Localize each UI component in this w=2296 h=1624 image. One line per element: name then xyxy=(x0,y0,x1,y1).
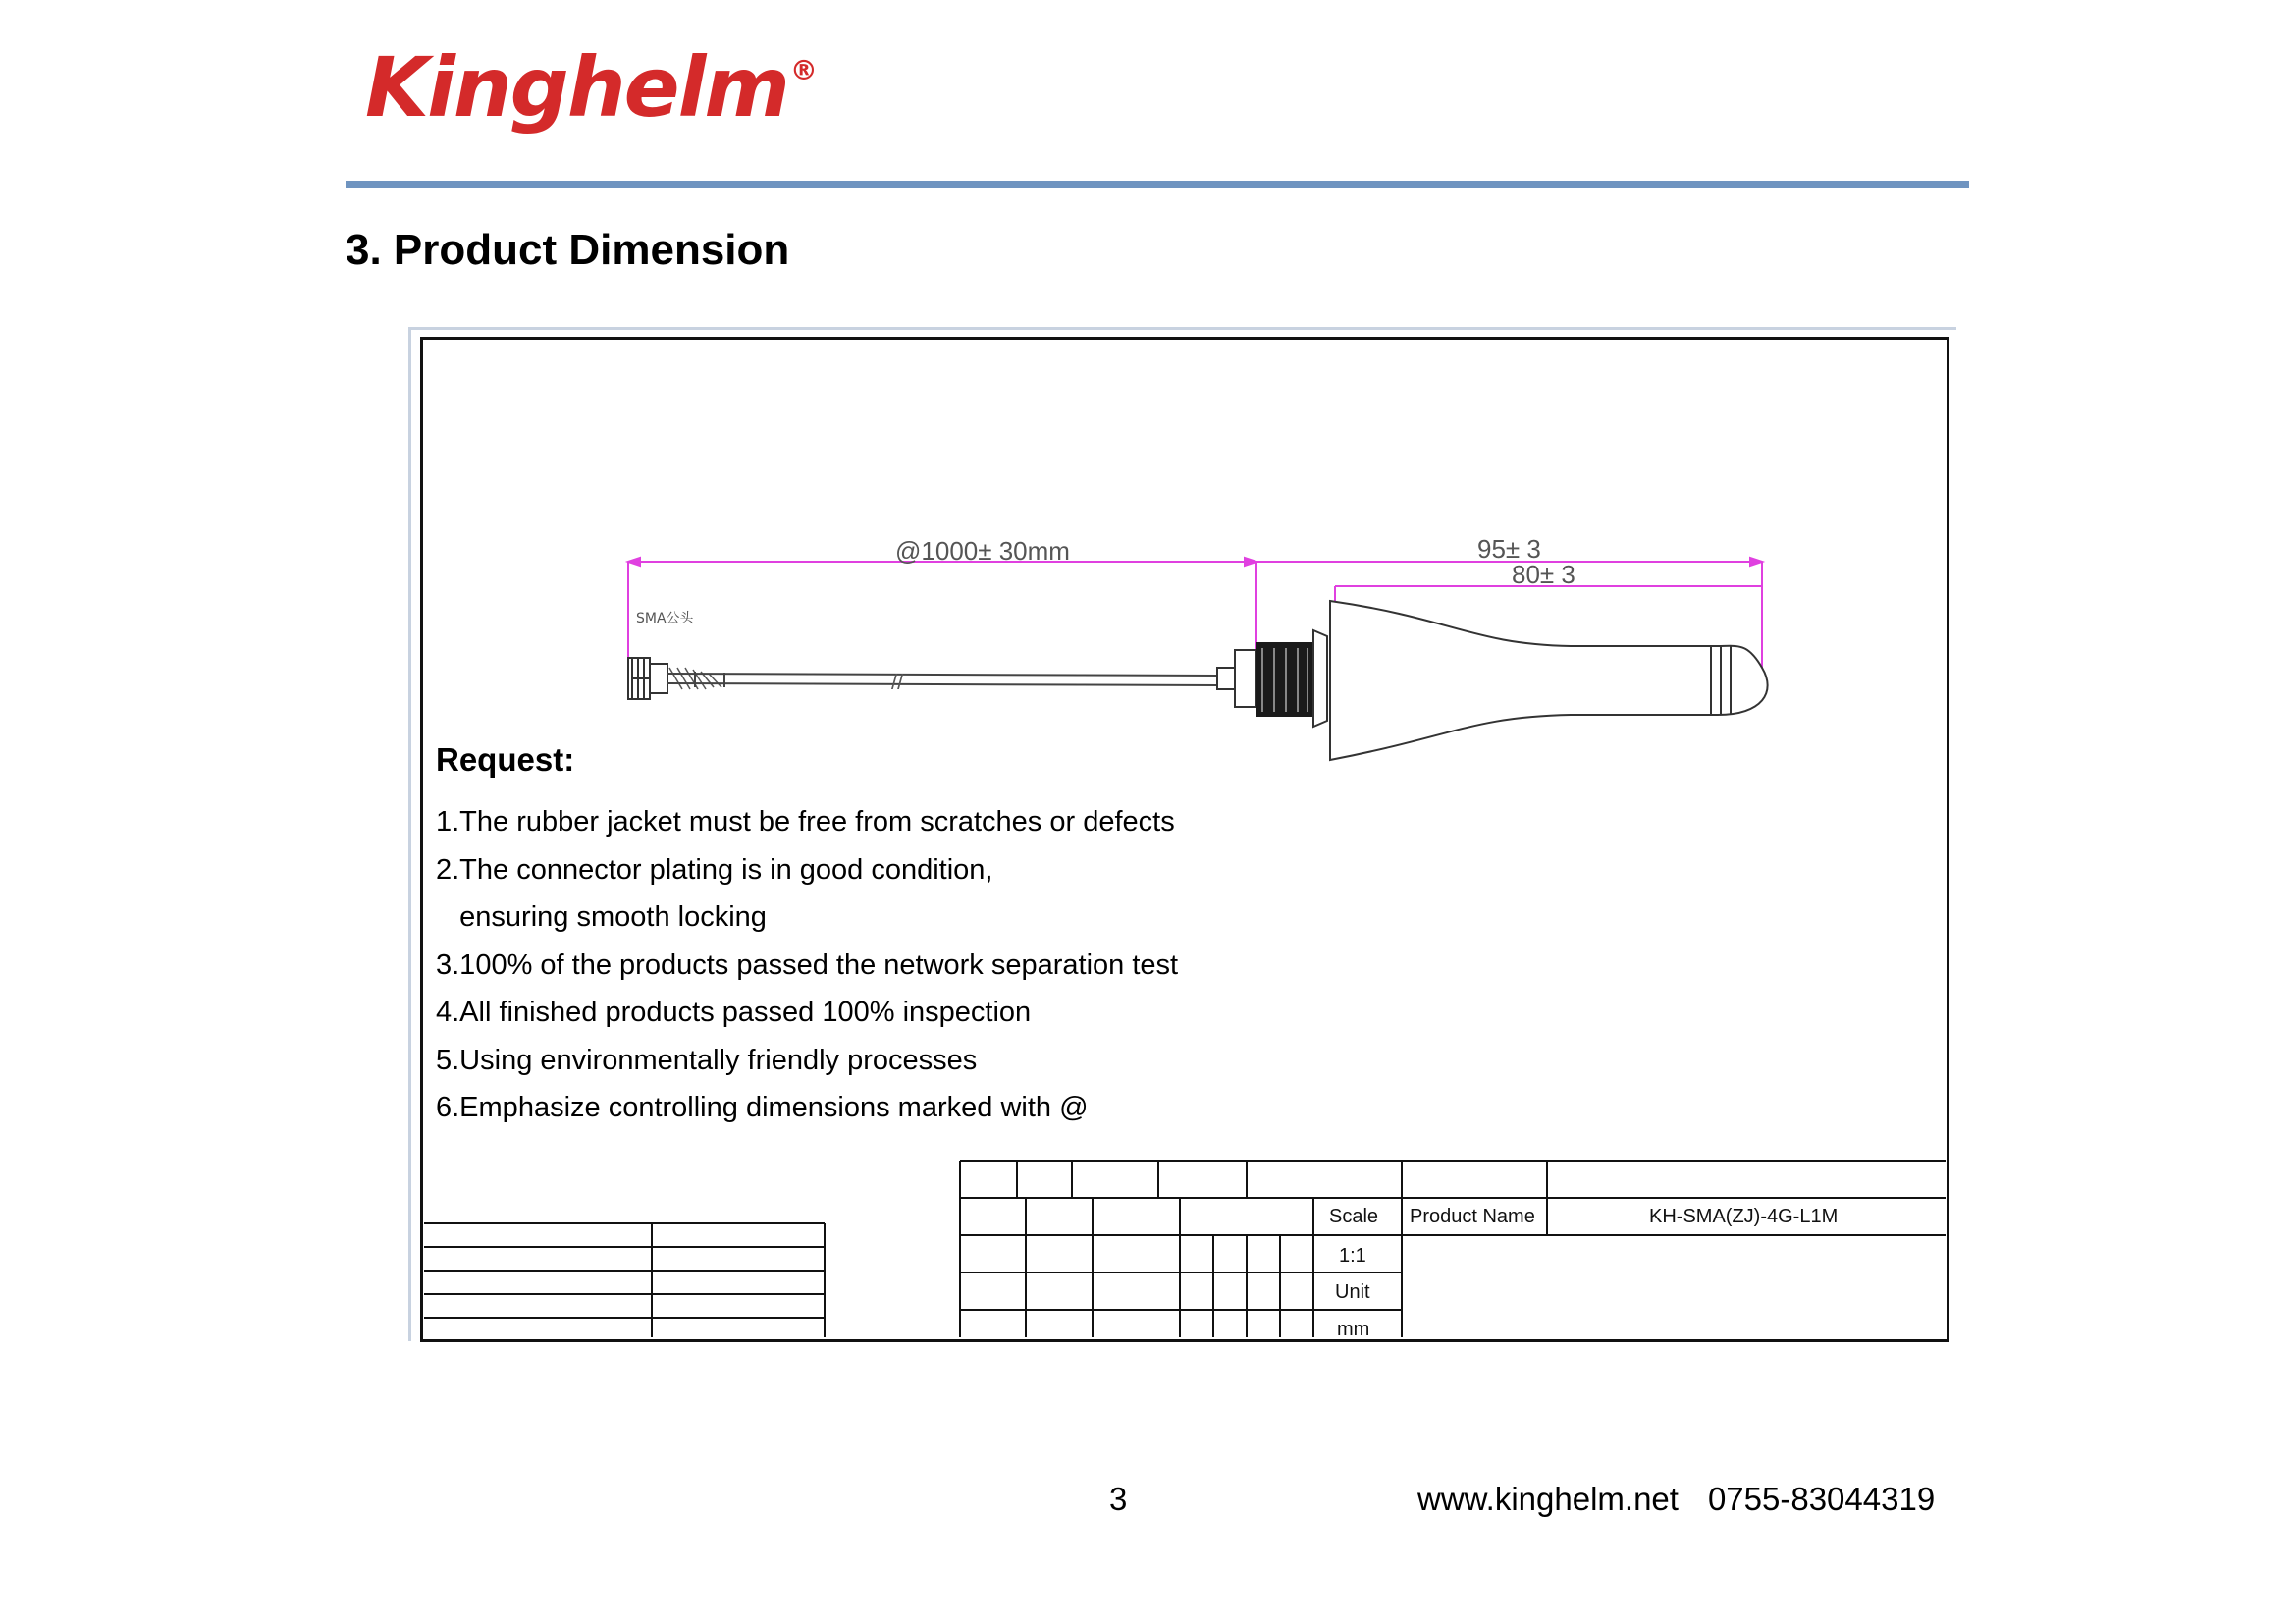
unit-label: Unit xyxy=(1335,1281,1370,1303)
antenna-body-label: 80± 3 xyxy=(1512,560,1575,589)
request-item: ensuring smooth locking xyxy=(436,901,767,933)
kinghelm-logo xyxy=(365,39,816,135)
svg-text://: // xyxy=(891,670,904,694)
footer-contact xyxy=(1417,1481,1935,1518)
request-item: 1.The rubber jacket must be free from scratches or defects xyxy=(436,806,1175,838)
logo-text: Kinghelm xyxy=(365,39,788,135)
section-title: 3. Product Dimension xyxy=(346,226,790,274)
header-rule xyxy=(346,181,1969,188)
phone-number: 0755-83044319 xyxy=(1707,1481,1936,1517)
registered-mark: ® xyxy=(789,54,816,86)
request-item: 4.All finished products passed 100% inspection xyxy=(436,997,1032,1028)
request-title: Request: xyxy=(436,741,575,778)
connector-label: SMA公头 xyxy=(636,611,694,626)
product-name-label: Product Name xyxy=(1410,1206,1535,1227)
request-item: 2.The connector plating is in good condition, xyxy=(436,853,993,886)
antenna-total-label: 95± 3 xyxy=(1477,534,1541,564)
request-item: 6.Emphasize controlling dimensions marked with @ xyxy=(436,1092,1089,1123)
scale-value: 1:1 xyxy=(1339,1245,1366,1267)
page-number: 3 xyxy=(1109,1481,1128,1517)
request-item: 5.Using environmentally friendly processes xyxy=(436,1044,978,1076)
unit-value: mm xyxy=(1337,1319,1370,1340)
request-item: 3.100% of the products passed the network separation test xyxy=(436,948,1179,981)
scale-label: Scale xyxy=(1329,1206,1379,1227)
request-section xyxy=(436,741,1178,1132)
product-name-value: KH-SMA(ZJ)-4G-L1M xyxy=(1649,1206,1839,1227)
antenna-cable-drawing xyxy=(589,520,1787,776)
cable-length-label: @1000± 30mm xyxy=(895,536,1070,566)
website-link[interactable]: www.kinghelm.net xyxy=(1417,1481,1679,1517)
